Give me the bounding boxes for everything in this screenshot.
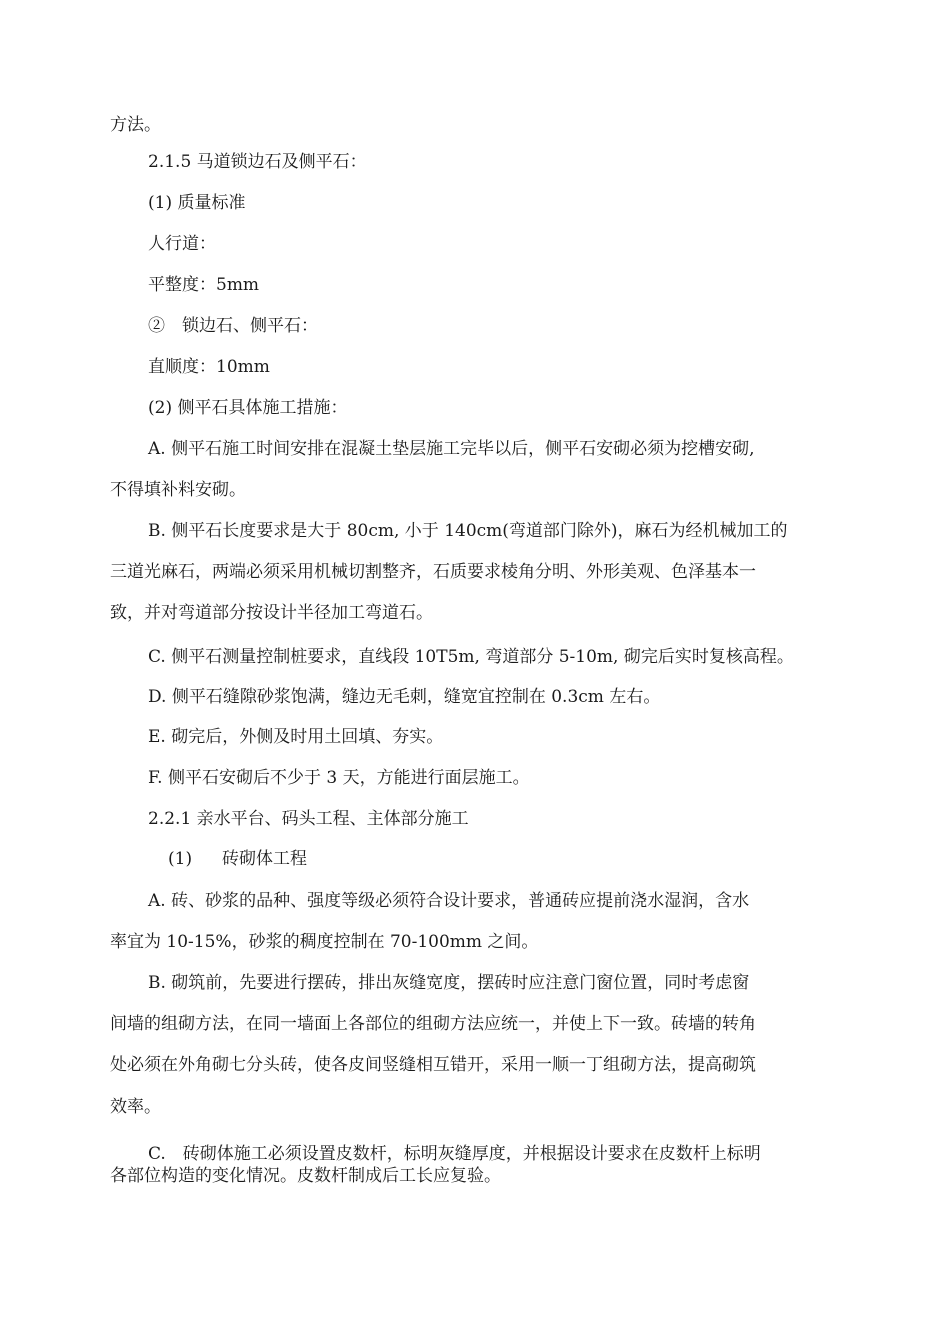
paragraph-line: C. 砖砌体施工必须设置皮数杆，标明灰缝厚度，并根据设计要求在皮数杆上标明 (148, 1144, 761, 1164)
paragraph-line: 致，并对弯道部分按设计半径加工弯道石。 (110, 603, 433, 623)
paragraph-line: 处必须在外角砌七分头砖，使各皮间竖缝相互错开，采用一顺一丁组砌方法，提高砌筑 (110, 1055, 756, 1075)
subsection-heading: (2) 侧平石具体施工措施： (148, 398, 348, 418)
list-number: (1) (168, 849, 193, 869)
paragraph-line: 平整度：5mm (148, 275, 260, 295)
paragraph-line: 各部位构造的变化情况。皮数杆制成后工长应复验。 (110, 1166, 501, 1186)
paragraph-line: E. 砌完后，外侧及时用土回填、夯实。 (148, 727, 444, 747)
section-heading: 2.2.1 亲水平台、码头工程、主体部分施工 (148, 809, 469, 829)
paragraph-line: 间墙的组砌方法，在同一墙面上各部位的组砌方法应统一，并使上下一致。砖墙的转角 (110, 1014, 756, 1034)
paragraph-line: B. 侧平石长度要求是大于 80cm, 小于 140cm(弯道部门除外)，麻石为经机械加工的 (148, 521, 788, 541)
paragraph-line: 人行道： (148, 234, 216, 254)
paragraph-line: D. 侧平石缝隙砂浆饱满，缝边无毛刺，缝宽宜控制在 0.3cm 左右。 (148, 687, 661, 707)
paragraph-line: 效率。 (110, 1097, 161, 1117)
paragraph-line: F. 侧平石安砌后不少于 3 天，方能进行面层施工。 (148, 768, 530, 788)
paragraph-line: 方法。 (110, 115, 161, 135)
paragraph-line: 率宜为 10-15%，砂浆的稠度控制在 70-100mm 之间。 (110, 932, 539, 952)
paragraph-line: 三道光麻石，两端必须采用机械切割整齐，石质要求棱角分明、外形美观、色泽基本一 (110, 562, 756, 582)
subsection-heading: (1) 质量标准 (148, 193, 246, 213)
paragraph-line: A. 侧平石施工时间安排在混凝土垫层施工完毕以后，侧平石安砌必须为挖槽安砌, (148, 439, 755, 459)
paragraph-line: A. 砖、砂浆的品种、强度等级必须符合设计要求，普通砖应提前浇水湿润，含水 (148, 891, 750, 911)
paragraph-line: 直顺度：10mm (148, 357, 270, 377)
paragraph-line: B. 砌筑前，先要进行摆砖，排出灰缝宽度，摆砖时应注意门窗位置，同时考虑窗 (148, 973, 750, 993)
paragraph-line: 不得填补料安砌。 (110, 480, 246, 500)
paragraph-line: C. 侧平石测量控制桩要求，直线段 10T5m, 弯道部分 5-10m, 砌完后实时复核高程。 (148, 647, 794, 667)
paragraph-line: ② 锁边石、侧平石： (148, 316, 318, 336)
section-heading: 2.1.5 马道锁边石及侧平石： (148, 152, 367, 172)
subsection-heading: 砖砌体工程 (222, 849, 307, 869)
